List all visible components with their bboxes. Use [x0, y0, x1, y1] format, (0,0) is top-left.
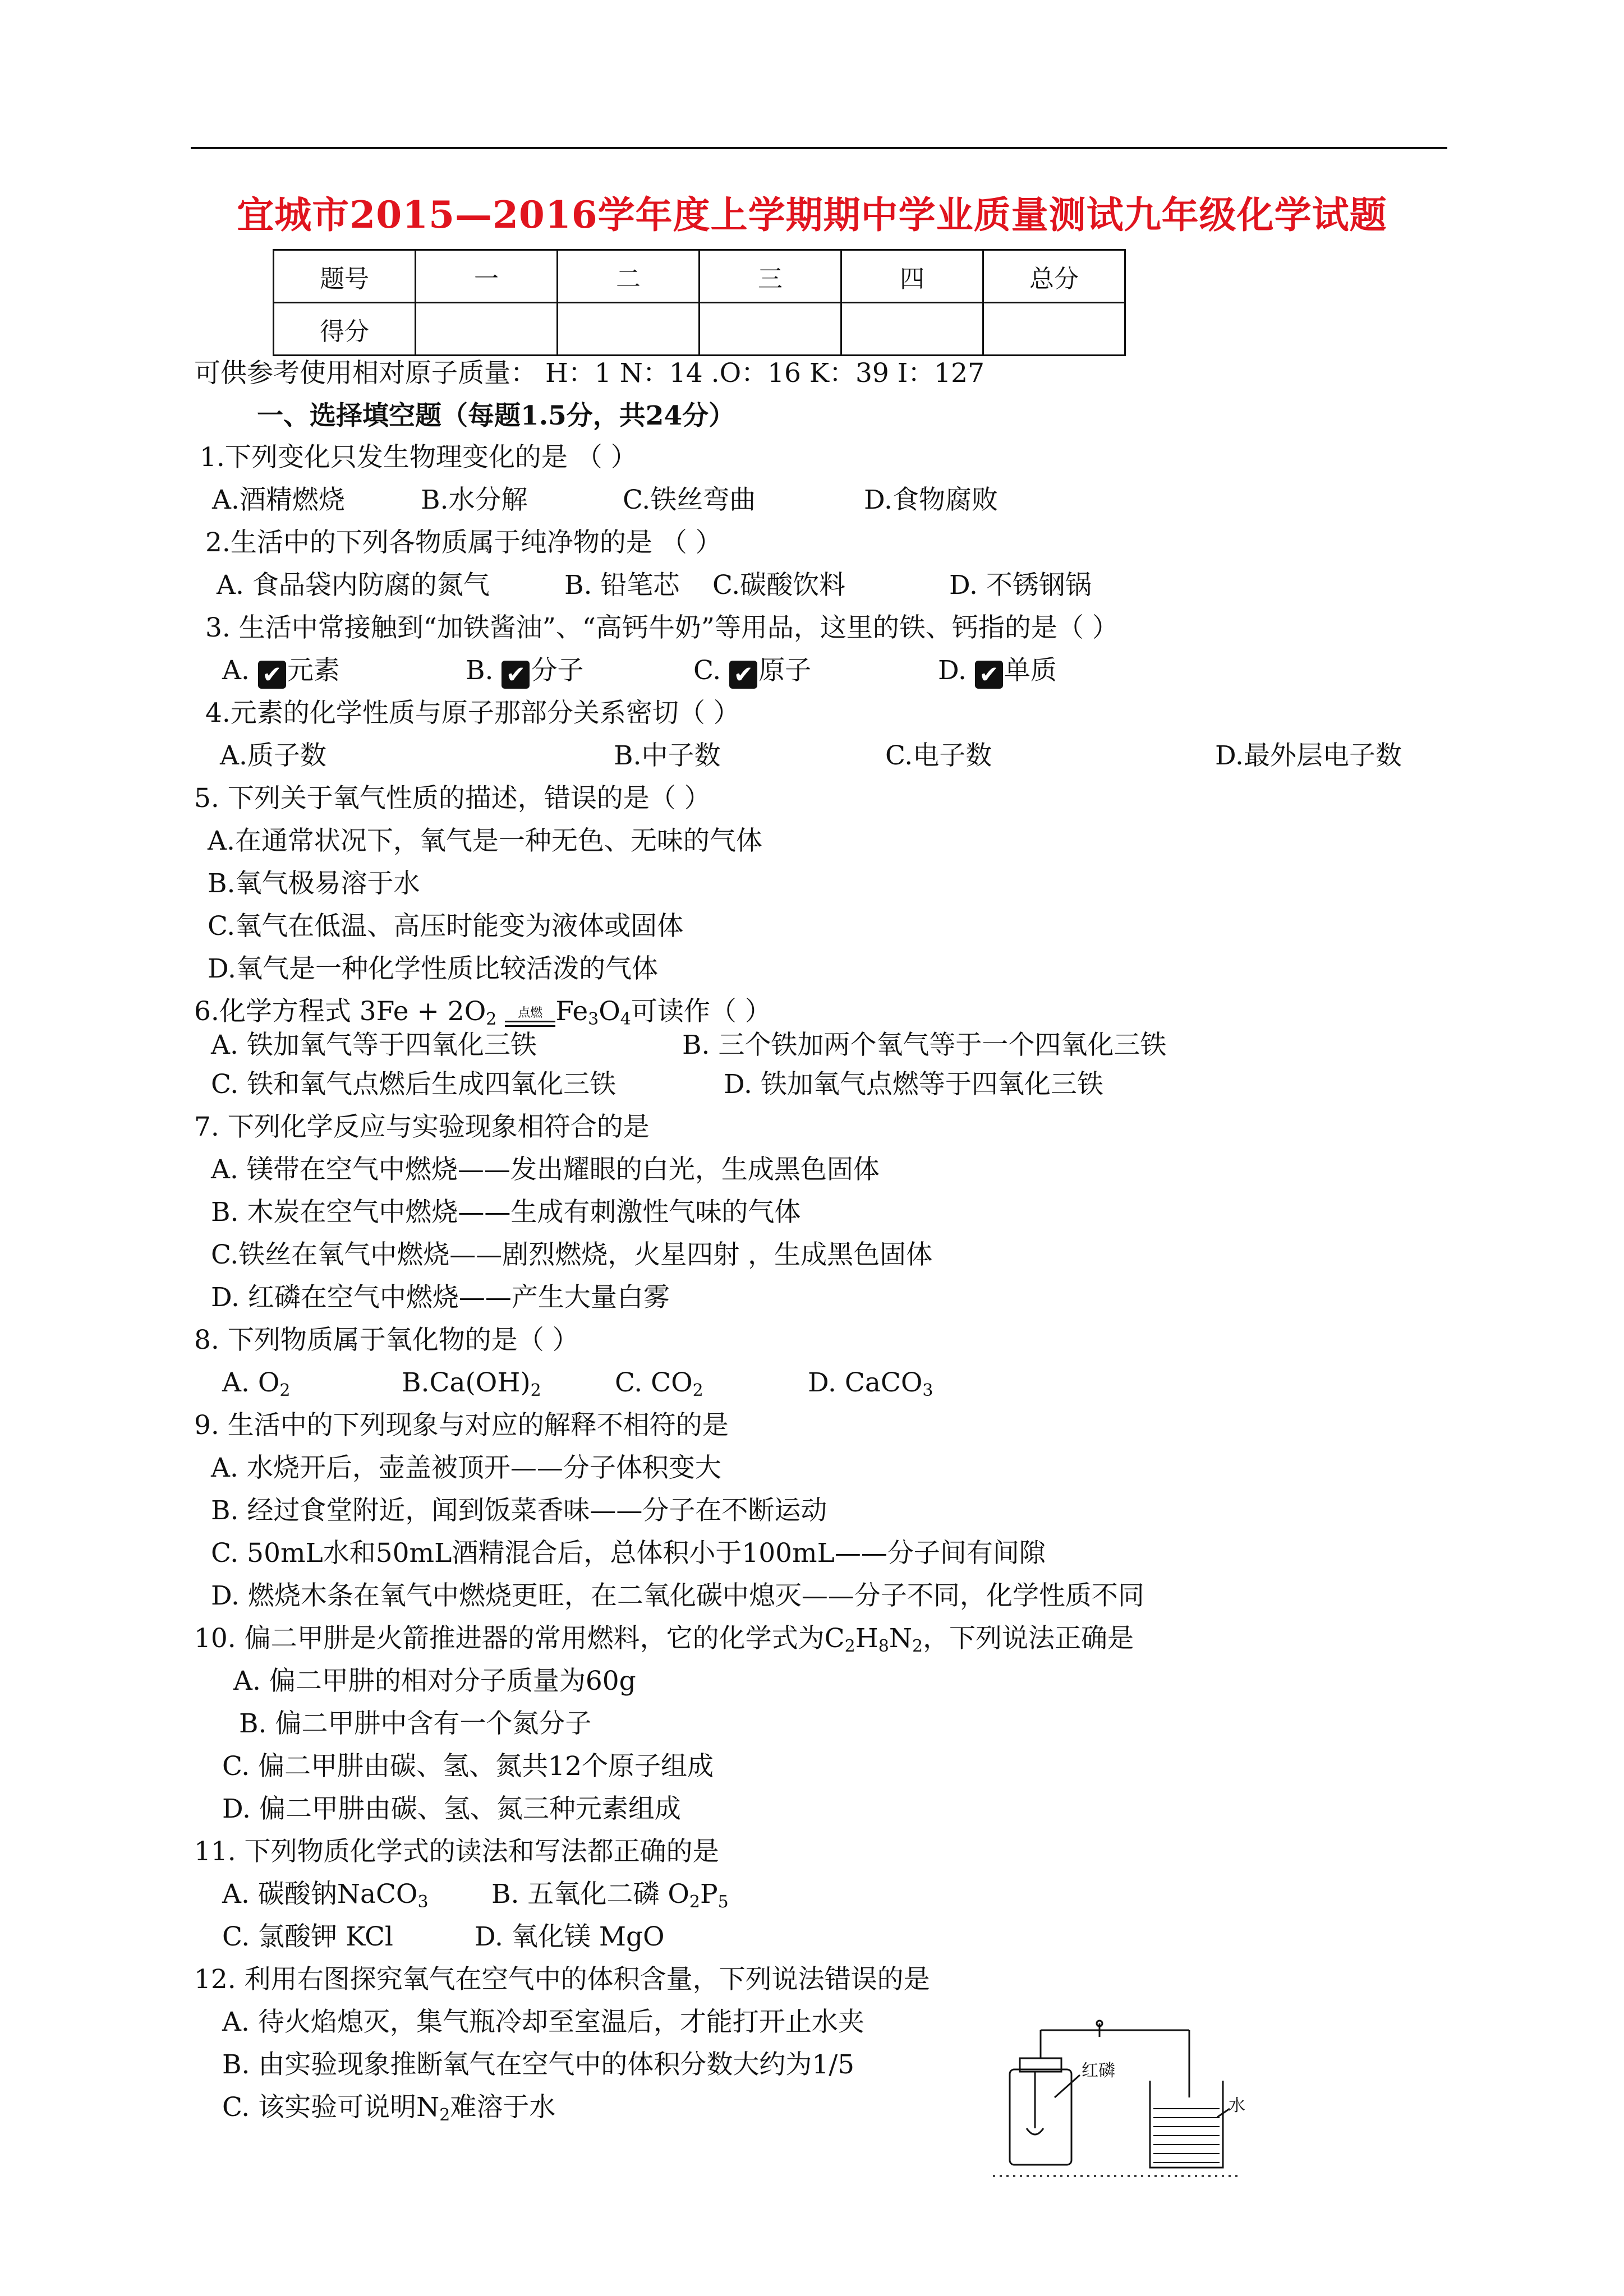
q2-option-b: B. 铅笔芯: [564, 570, 680, 601]
header-cell: 一: [416, 250, 558, 303]
q2-option-a: A. 食品袋内防腐的氮气: [217, 570, 490, 601]
q12-stem: 12. 利用右图探究氧气在空气中的体积含量，下列说法错误的是: [194, 1964, 930, 1995]
header-cell: 三: [700, 250, 841, 303]
q10-stem-prefix: 10. 偏二甲肼是火箭推进器的常用燃料，它的化学式为C: [194, 1623, 845, 1654]
q9-stem: 9. 生活中的下列现象与对应的解释不相符的是: [194, 1410, 729, 1441]
q11-option-b: [491, 1881, 729, 1911]
q5-option-a: A.在通常状况下，氧气是一种无色、无味的气体: [208, 826, 762, 856]
subscript: 2: [530, 1381, 541, 1400]
checkmark-icon: ✔: [975, 661, 1003, 689]
reaction-arrow: [505, 1006, 555, 1027]
q8-option-a-text: A. O: [222, 1367, 280, 1398]
q5-option-b: B.氧气极易溶于水: [208, 868, 420, 899]
q9-option-d: D. 燃烧木条在氧气中燃烧更旺，在二氧化碳中熄灭——分子不同，化学性质不同: [211, 1580, 1144, 1611]
q6-option-d: D. 铁加氧气点燃等于四氧化三铁: [724, 1069, 1103, 1100]
checkmark-icon: ✔: [729, 661, 757, 689]
header-cell: 四: [841, 250, 983, 303]
q4-stem: 4.元素的化学性质与原子那部分关系密切（ ）: [205, 698, 740, 729]
q4-option-d: D.最外层电子数: [1215, 740, 1402, 771]
q11-option-b-text: B. 五氧化二磷 O: [491, 1879, 689, 1910]
q5-option-c: C.氧气在低温、高压时能变为液体或固体: [208, 911, 684, 942]
header-cell: 总分: [983, 250, 1125, 303]
page-title: 宜城市2015—2016学年度上学期期中学业质量测试九年级化学试题: [237, 193, 1387, 237]
q3-option-b-text: 分子: [531, 655, 584, 686]
q7-option-a: A. 镁带在空气中燃烧——发出耀眼的白光，生成黑色固体: [211, 1154, 880, 1185]
score-table: [273, 249, 1126, 356]
subscript: 3: [588, 1009, 599, 1029]
q12-option-c-suffix: 难溶于水: [450, 2092, 556, 2123]
q11-option-b-p: P: [700, 1879, 718, 1910]
atomic-mass-note: 可供参考使用相对原子质量： H：1 N：14 .O：16 K：39 I：127: [194, 358, 984, 389]
q12-option-c: [222, 2094, 555, 2124]
q11-option-a: [222, 1881, 429, 1911]
subscript: 3: [417, 1892, 429, 1912]
q10-option-b: B. 偏二甲肼中含有一个氮分子: [239, 1708, 592, 1739]
q5-stem: 5. 下列关于氧气性质的描述，错误的是（ ）: [194, 783, 711, 814]
subscript: 2: [844, 1636, 855, 1656]
q8-option-b: [402, 1367, 541, 1400]
label-water: 水: [1229, 2096, 1245, 2115]
subscript: 5: [717, 1892, 729, 1912]
q6-option-a: A. 铁加氧气等于四氧化三铁: [211, 1030, 537, 1061]
equals-bar-icon: [505, 1021, 555, 1027]
q3-option-c-letter: C.: [693, 655, 721, 686]
apparatus-diagram: [987, 2008, 1245, 2182]
subscript: 2: [486, 1009, 497, 1029]
top-rule: [191, 147, 1447, 149]
q10-formula-h: H: [855, 1623, 878, 1654]
q1-stem: 1.下列变化只发生物理变化的是 （ ）: [200, 442, 637, 473]
q3-option-d: [938, 657, 1057, 689]
q8-stem: 8. 下列物质属于氧化物的是（ ）: [194, 1325, 579, 1356]
q3-option-b-letter: B.: [466, 655, 494, 686]
subscript: 2: [692, 1381, 703, 1400]
q2-option-d: D. 不锈钢锅: [949, 570, 1092, 601]
subscript: 3: [922, 1381, 933, 1400]
q10-formula-n: N: [889, 1623, 912, 1654]
score-cell: [416, 303, 558, 356]
header-cell: 题号: [274, 250, 416, 303]
q8-option-c: [615, 1367, 703, 1400]
q7-option-c: C.铁丝在氧气中燃烧——剧烈燃烧，火星四射 ，生成黑色固体: [211, 1239, 933, 1270]
score-cell: [700, 303, 841, 356]
q7-stem: 7. 下列化学反应与实验现象相符合的是: [194, 1112, 650, 1142]
q11-stem: 11. 下列物质化学式的读法和写法都正确的是: [194, 1836, 719, 1867]
q8-option-d-text: D. CaCO: [808, 1367, 923, 1398]
q3-option-a: [222, 657, 340, 689]
q9-option-b: B. 经过食堂附近，闻到饭菜香味——分子在不断运动: [211, 1495, 827, 1526]
section-title: 一、选择填空题（每题1.5分，共24分）: [257, 400, 735, 431]
checkmark-icon: ✔: [502, 661, 530, 689]
header-cell: 二: [558, 250, 700, 303]
checkmark-icon: ✔: [258, 661, 286, 689]
q6-stem-suffix: 可读作（ ）: [631, 996, 771, 1027]
q2-stem: 2.生活中的下列各物质属于纯净物的是 （ ）: [205, 527, 722, 558]
q10-option-c: C. 偏二甲肼由碳、氢、氮共12个原子组成: [222, 1751, 714, 1782]
q1-option-d: D.食物腐败: [864, 485, 998, 515]
q8-option-c-text: C. CO: [615, 1367, 693, 1398]
q7-option-b: B. 木炭在空气中燃烧——生成有刺激性气味的气体: [211, 1197, 801, 1228]
reaction-condition: 点燃: [518, 1006, 543, 1020]
q12-option-a: A. 待火焰熄灭，集气瓶冷却至室温后，才能打开止水夹: [222, 2007, 864, 2037]
label-red-phosphorus: 红磷: [1082, 2061, 1115, 2081]
oxygen-experiment-figure: [987, 2008, 1245, 2182]
q12-option-c-text: C. 该实验可说明N: [222, 2092, 440, 2123]
q8-option-d: [808, 1367, 933, 1400]
subscript: 2: [912, 1636, 923, 1656]
q12-option-b: B. 由实验现象推断氧气在空气中的体积分数大约为1/5: [222, 2049, 855, 2080]
q3-option-a-letter: A.: [222, 655, 250, 686]
q9-option-c: C. 50mL水和50mL酒精混合后，总体积小于100mL——分子间有间隙: [211, 1538, 1046, 1569]
score-table-score-row: [274, 303, 1125, 356]
q10-stem-suffix: ，下列说法正确是: [923, 1623, 1134, 1654]
q9-option-a: A. 水烧开后，壶盖被顶开——分子体积变大: [211, 1453, 721, 1483]
q2-option-c: C.碳酸饮料: [712, 570, 846, 601]
subscript: 2: [439, 2105, 450, 2125]
q4-option-b: B.中子数: [614, 740, 721, 771]
q3-option-c: [693, 657, 811, 689]
q6-option-c: C. 铁和氧气点燃后生成四氧化三铁: [211, 1069, 617, 1100]
q1-option-a: A.酒精燃烧: [212, 485, 345, 515]
q4-option-c: C.电子数: [885, 740, 992, 771]
q6-stem-prefix: 6.化学方程式 3Fe + 2O: [194, 996, 486, 1027]
q11-option-c: C. 氯酸钾 KCl: [222, 1921, 393, 1952]
row-label: 得分: [274, 303, 416, 356]
q10-stem: [194, 1625, 1134, 1655]
subscript: 2: [279, 1381, 291, 1400]
q1-option-b: B.水分解: [421, 485, 528, 515]
q3-option-d-letter: D.: [938, 655, 967, 686]
q6-product: Fe: [555, 996, 588, 1027]
score-cell: [983, 303, 1125, 356]
q6-stem: [194, 998, 771, 1028]
q6-option-b: B. 三个铁加两个氧气等于一个四氧化三铁: [682, 1030, 1167, 1061]
q7-option-d: D. 红磷在空气中燃烧——产生大量白雾: [211, 1282, 670, 1313]
q3-stem: 3. 生活中常接触到“加铁酱油”、“高钙牛奶”等用品，这里的铁、钙指的是（ ）: [205, 612, 1119, 643]
q3-option-a-text: 元素: [287, 655, 340, 686]
q3-option-d-text: 单质: [1004, 655, 1057, 686]
q11-option-a-text: A. 碳酸钠NaCO: [222, 1879, 418, 1910]
q3-option-b: [466, 657, 583, 689]
subscript: 2: [689, 1892, 700, 1912]
score-table-header-row: [274, 250, 1125, 303]
score-cell: [841, 303, 983, 356]
q8-option-a: [222, 1367, 291, 1400]
q6-product-o: O: [599, 996, 620, 1027]
subscript: 4: [620, 1009, 631, 1029]
q8-option-b-text: B.Ca(OH): [402, 1367, 531, 1398]
q3-option-c-text: 原子: [758, 655, 812, 686]
q10-option-d: D. 偏二甲肼由碳、氢、氮三种元素组成: [222, 1794, 681, 1824]
q10-option-a: A. 偏二甲肼的相对分子质量为60g: [233, 1666, 636, 1696]
q5-option-d: D.氧气是一种化学性质比较活泼的气体: [208, 953, 658, 984]
q1-option-c: C.铁丝弯曲: [623, 485, 756, 515]
q11-option-d: D. 氧化镁 MgO: [475, 1921, 665, 1952]
subscript: 8: [878, 1636, 889, 1656]
q4-option-a: A.质子数: [220, 740, 326, 771]
score-cell: [558, 303, 700, 356]
